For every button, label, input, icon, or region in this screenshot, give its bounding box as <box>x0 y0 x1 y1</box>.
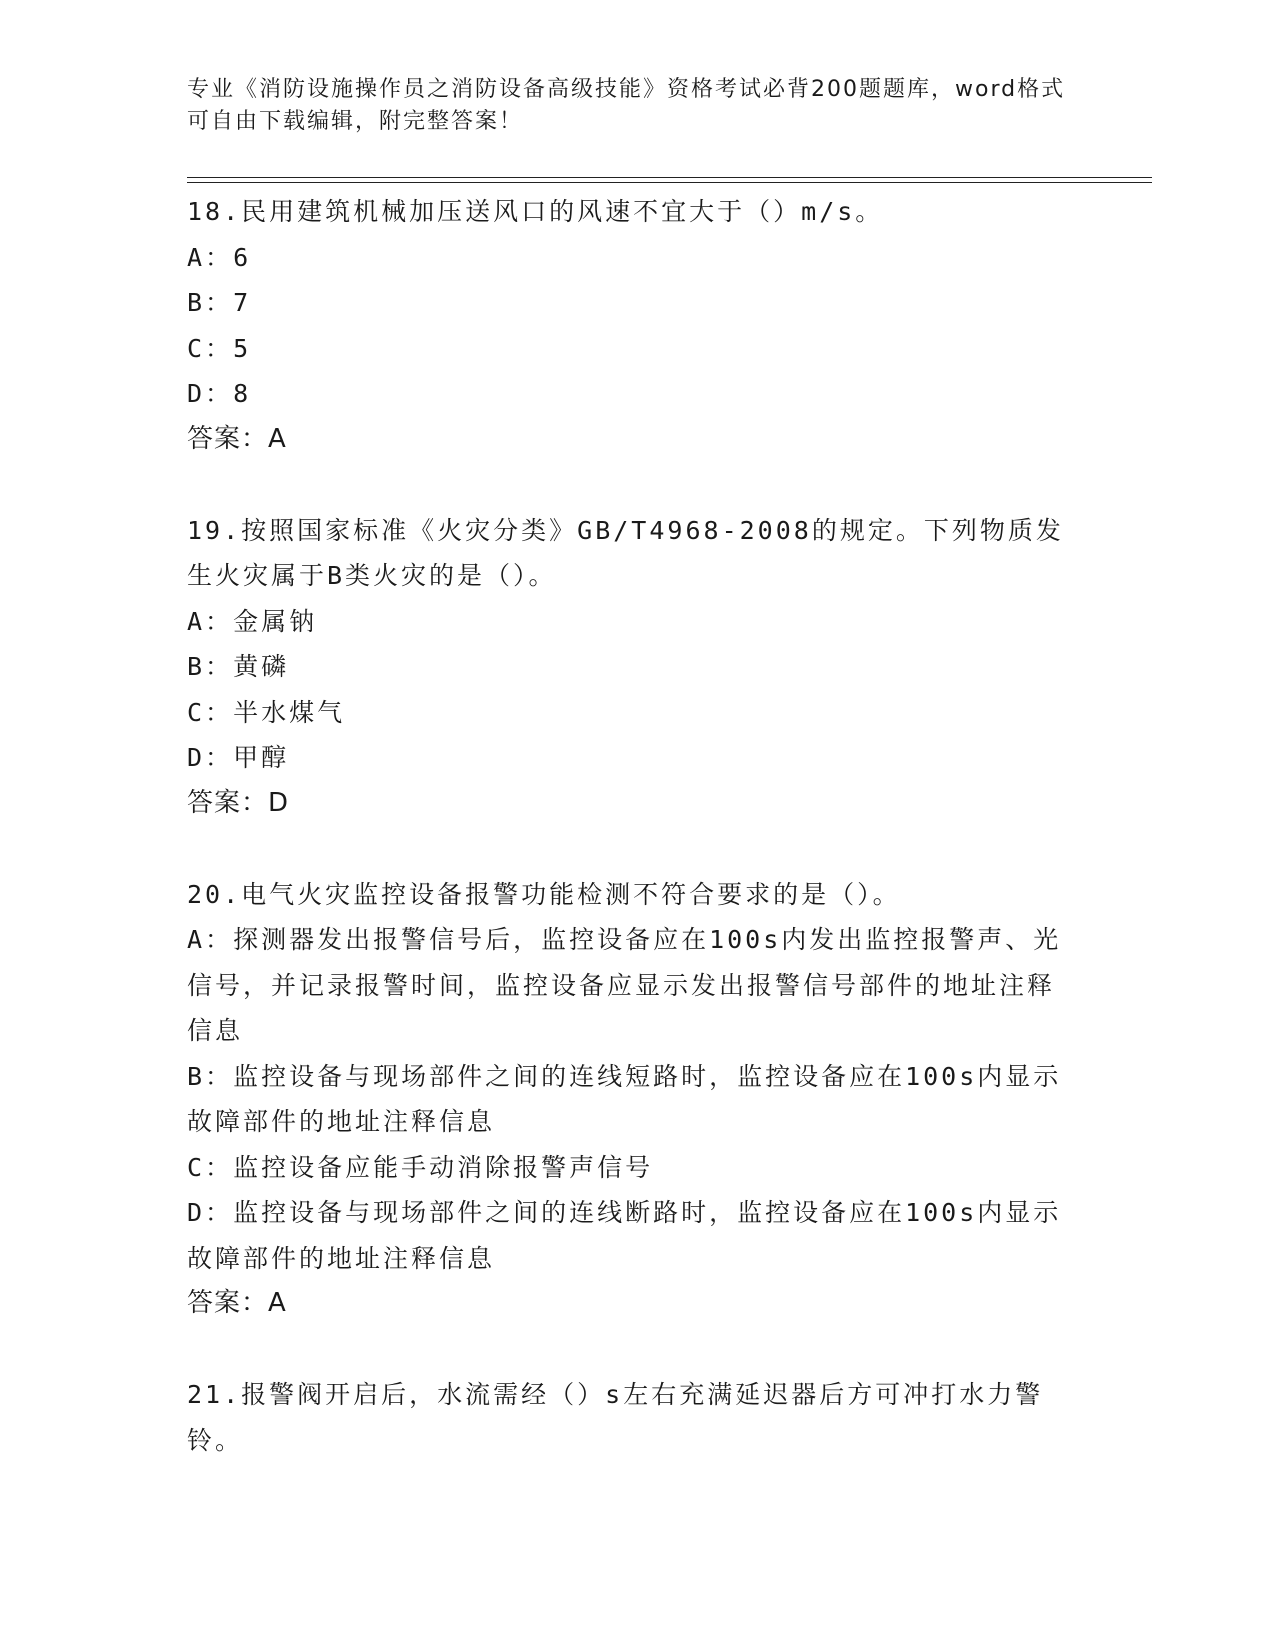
option-letter: A： <box>187 925 234 954</box>
header-divider-top <box>187 177 1152 178</box>
option-text: 金属钠 <box>233 606 318 636</box>
option-letter: B： <box>187 652 234 681</box>
question-stem: 18.民用建筑机械加压送风口的风速不宜大于（）m/s。 <box>187 197 884 226</box>
option-text: 7 <box>233 288 252 317</box>
option-d <box>187 735 1067 781</box>
option-letter: A： <box>187 606 234 636</box>
option-text: 5 <box>233 333 252 363</box>
question-stem: 21.报警阀开启后，水流需经（）s左右充满延迟器后方可冲打水力警铃。 <box>187 1380 1044 1455</box>
question-stem: 20.电气火灾监控设备报警功能检测不符合要求的是（）。 <box>187 879 901 909</box>
option-text: 半水煤气 <box>233 697 346 727</box>
answer: 答案：A <box>187 423 287 454</box>
question-stem: 19.按照国家标准《火灾分类》GB/T4968-2008的规定。下列物质发生火灾属于B类火灾的是（）。 <box>187 515 1064 590</box>
option-d <box>187 1190 1067 1281</box>
option-letter: C： <box>187 333 234 363</box>
option-letter: B： <box>187 1061 234 1091</box>
option-letter: C： <box>187 697 234 727</box>
option-letter: A： <box>187 242 234 272</box>
option-text: 8 <box>233 379 252 408</box>
answer: 答案：A <box>187 1288 287 1318</box>
option-text: 甲醇 <box>233 743 290 772</box>
option-a <box>187 917 1067 1054</box>
option-b <box>187 644 1067 690</box>
option-c <box>187 1145 1067 1191</box>
question-20 <box>187 872 1067 1327</box>
option-text: 6 <box>233 242 252 272</box>
option-b <box>187 1054 1067 1145</box>
option-text: 监控设备与现场部件之间的连线短路时，监控设备应在100s内显示故障部件的地址注释信息 <box>187 1061 1062 1136</box>
option-d <box>187 371 1067 417</box>
option-a <box>187 599 1067 645</box>
document-header: 专业《消防设施操作员之消防设备高级技能》资格考试必背200题题库，word格式可自由下载编辑，附完整答案！ <box>187 77 1066 134</box>
option-letter: C： <box>187 1152 234 1182</box>
question-18 <box>187 189 1067 462</box>
option-b <box>187 280 1067 326</box>
option-c <box>187 690 1067 736</box>
option-letter: D： <box>187 1198 234 1227</box>
option-text: 监控设备应能手动消除报警声信号 <box>233 1152 654 1182</box>
option-c <box>187 326 1067 372</box>
option-letter: B： <box>187 288 234 317</box>
question-list <box>187 189 1067 1509</box>
option-text: 探测器发出报警信号后，监控设备应在100s内发出监控报警声、光信号，并记录报警时间，监控设备应显示发出报警信号部件的地址注释信息 <box>187 925 1062 1045</box>
question-21 <box>187 1372 1067 1463</box>
header-divider-bottom <box>187 182 1152 183</box>
option-letter: D： <box>187 743 234 772</box>
option-a <box>187 235 1067 281</box>
option-letter: D： <box>187 379 234 408</box>
option-text: 黄磷 <box>233 652 290 681</box>
answer: 答案：D <box>187 787 290 818</box>
question-19 <box>187 508 1067 827</box>
option-text: 监控设备与现场部件之间的连线断路时，监控设备应在100s内显示故障部件的地址注释信息 <box>187 1198 1062 1273</box>
